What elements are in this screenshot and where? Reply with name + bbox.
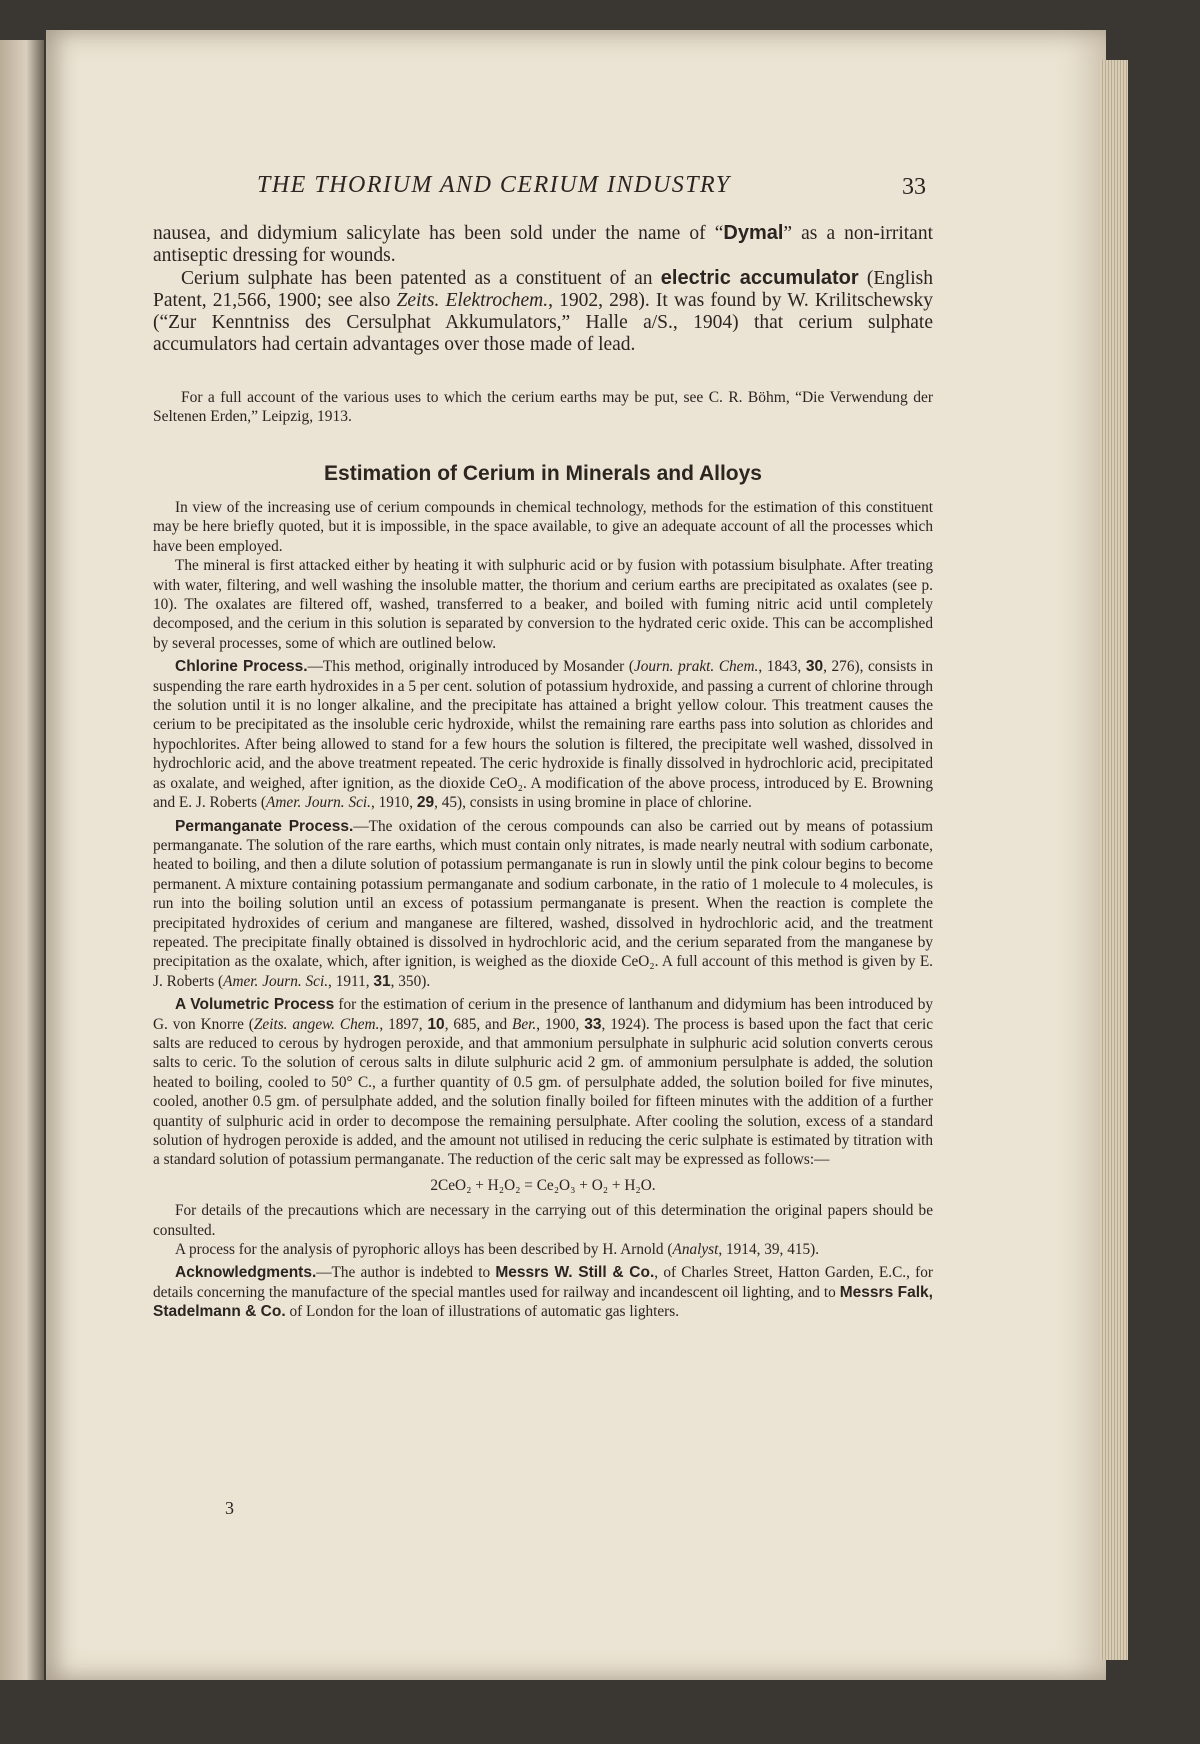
text-run: , 45), consists in using bromine in place of chlorine. (434, 794, 752, 812)
bold-text: 10 (427, 1015, 445, 1033)
text-run: , 1900, (536, 1015, 585, 1033)
paragraph (153, 1263, 933, 1321)
italic-citation: Amer. Journ. Sci. (223, 972, 329, 990)
reference-note (153, 388, 933, 426)
paragraph (153, 222, 933, 267)
text-run: , 1910, (370, 794, 417, 812)
paragraph (153, 1201, 933, 1240)
paragraph (153, 995, 933, 1170)
text-run: (English Patent, 21,566, 1900; see also (153, 268, 933, 311)
text-run: In view of the increasing use of cerium compounds in chemical technology, methods for the estimation of this constituent may be here briefly quoted, but it is impossible, in the space available, to give an adequate account of all the processes which have been employed. (153, 499, 933, 555)
text-run: for the estimation of cerium in the presence of lanthanum and didymium has been introduced by G. von Knorre ( (153, 996, 933, 1033)
equation: 2CeO₂ + H₂O₂ = Ce₂O₃ + O₂ + H₂O. (430, 1176, 656, 1194)
bold-text: 30 (805, 658, 824, 676)
paragraph (153, 1240, 933, 1259)
text-run: —The oxidation of the cerous compounds can also be carried out by means of potassium permanganate. The solution of the rare earths, which must contain only nitrates, is made nearly neutral with sodium carbonate, heated to boiling, and then a dilute solution of potassium permanganate is run in slowly until the pink colour begins to become permanent. A mixture containing potassium permanganate and sodium carbonate, in the ratio of 1 molecule to 4 molecules, is run into the boiling solution until an excess of potassium permanganate is present. When the reaction is complete the precipitated hydroxides of cerium and manganese are filtered, washed, dissolved in hydrochloric acid, and the treatment repeated. The precipitate finally obtained is dissolved in hydrochloric acid, and the cerium separated from the manganese by precipitation as the oxalate, which, after ignition, is weighed as the dioxide CeO₂. A full account of this method is given by E. J. Roberts ( (153, 817, 933, 990)
text-run: —This method, originally introduced by Mosander ( (307, 658, 634, 676)
facing-page-edge (0, 40, 44, 1680)
text-run: , 1897, (379, 1015, 428, 1033)
page-edges (1100, 60, 1128, 1660)
italic-citation: Ber. (512, 1015, 537, 1033)
paragraph (153, 556, 933, 653)
text-run: , 685, and (444, 1015, 513, 1033)
paragraph (153, 498, 933, 556)
italic-citation: Zeits. angew. Chem. (253, 1015, 380, 1033)
text-run: , 1914, 39, 415). (718, 1241, 820, 1259)
text-run: , 1902, 298). It was found by W. Krilitschewsky (“Zur Kenntniss des Cersulphat Akkumulators,” Halle a/S., 1904) that cerium sulphate accumulators had certain advantages over those made of lead. (153, 290, 933, 355)
paragraph (153, 388, 933, 426)
text-run: For details of the precautions which are necessary in the carrying out of this determination the original papers should be consulted. (153, 1202, 933, 1239)
methods-text (153, 498, 933, 1170)
bold-text: Acknowledgments. (175, 1264, 317, 1282)
paragraph (153, 267, 933, 356)
closing-text (153, 1201, 933, 1321)
italic-citation: Amer. Journ. Sci. (266, 794, 371, 812)
section-heading: Estimation of Cerium in Minerals and Alloys (324, 462, 762, 485)
bold-text: 31 (373, 972, 391, 990)
bold-text: electric accumulator (660, 267, 859, 289)
bold-text: Permanganate Process. (175, 817, 354, 835)
text-run: , 1843, (758, 658, 806, 676)
text-run: , 350). (390, 972, 431, 990)
bold-text: Messrs Falk, Stadelmann & Co. (153, 1283, 933, 1321)
text-run: ” as a non-irritant antiseptic dressing for wounds. (153, 223, 933, 266)
bold-text: Dymal (723, 222, 784, 244)
bold-text: Chlorine Process. (175, 658, 308, 676)
bold-text: Messrs W. Still & Co. (495, 1264, 655, 1282)
text-run: nausea, and didymium salicylate has been sold under the name of “ (153, 223, 724, 244)
text-run: , 1924). The process is based upon the fact that ceric salts are reduced to cerous by hydrogen peroxide, and that ammonium persulphate in sulphuric acid solution converts cerous salts to ceric. To the solution of cerous salts in dilute sulphuric acid 2 gm. of ammonium persulphate is added, the solution heated to boiling, cooled to 50° C., a further quantity of 0.5 gm. of persulphate added, the solution boiled for five minutes, cooled, another 0.5 gm. of persulphate added, and the solution finally boiled for fifteen minutes with the addition of a further quantity of sulphuric acid in order to decompose the remaining persulphate. After cooling the solution, excess of a standard solution of hydrogen peroxide is added, and the amount not utilised in reducing the ceric sulphate is estimated by titration with a standard solution of potassium permanganate. The reduction of the ceric salt may be expressed as follows:— (153, 1015, 934, 1169)
text-run: Cerium sulphate has been patented as a constituent of an (181, 268, 661, 289)
text-run: , 1911, (328, 972, 374, 990)
text-run: , of Charles Street, Hatton Garden, E.C., for details concerning the manufacture of the special mantles used for railway and incandescent oil lighting, and to (153, 1264, 933, 1301)
text-run: For a full account of the various uses to which the cerium earths may be put, see C. R. Böhm, “Die Verwendung der Seltenen Erden,” Leipzig, 1913. (153, 389, 933, 425)
text-run: The mineral is first attacked either by heating it with sulphuric acid or by fusion with potassium bisulphate. After treating with water, filtering, and well washing the insoluble matter, the thorium and cerium earths are precipitated as oxalates (see p. 10). The oxalates are filtered off, washed, transferred to a beaker, and boiled with fuming nitric acid until completely decomposed, and the cerium in this solution is separated by conversion to the hydrated ceric oxide. This can be accomplished by several processes, some of which are outlined below. (153, 557, 933, 652)
section-body (153, 498, 933, 1322)
italic-citation: Journ. prakt. Chem. (633, 658, 759, 676)
paragraph (153, 657, 933, 812)
page-number: 33 (902, 174, 926, 200)
text-run: A process for the analysis of pyrophoric alloys has been described by H. Arnold ( (175, 1241, 673, 1259)
intro-text (153, 222, 933, 356)
text-run: , 276), consists in suspending the rare earth hydroxides in a 5 per cent. solution of potassium hydroxide, and passing a current of chlorine through the solution until it is no longer alkaline, and the precipitate has attained a bright yellow colour. This treatment causes the cerium to be precipitated as the insoluble ceric hydroxide, whilst the remaining rare earths pass into solution as chlorides and hypochlorites. After being allowed to stand for a few hours the solution is filtered, the precipitate well washed, dissolved in hydrochloric acid, and the above treatment repeated. The ceric hydroxide is finally dissolved in hydrochloric acid, precipitated as oxalate, and weighed, after ignition, as the dioxide CeO₂. A modification of the above process, introduced by E. Browning and E. J. Roberts ( (153, 658, 933, 812)
italic-citation: Zeits. Elektrochem. (396, 290, 549, 311)
bold-text: A Volumetric Process (175, 996, 335, 1014)
running-title: THE THORIUM AND CERIUM INDUSTRY (257, 172, 731, 198)
bold-text: 29 (416, 794, 435, 812)
signature-mark: 3 (225, 1498, 234, 1518)
paragraph (153, 817, 933, 992)
italic-citation: Analyst (672, 1241, 719, 1259)
text-run: —The author is indebted to (316, 1264, 496, 1282)
bold-text: 33 (584, 1015, 602, 1033)
text-run: of London for the loan of illustrations of automatic gas lighters. (285, 1303, 680, 1321)
